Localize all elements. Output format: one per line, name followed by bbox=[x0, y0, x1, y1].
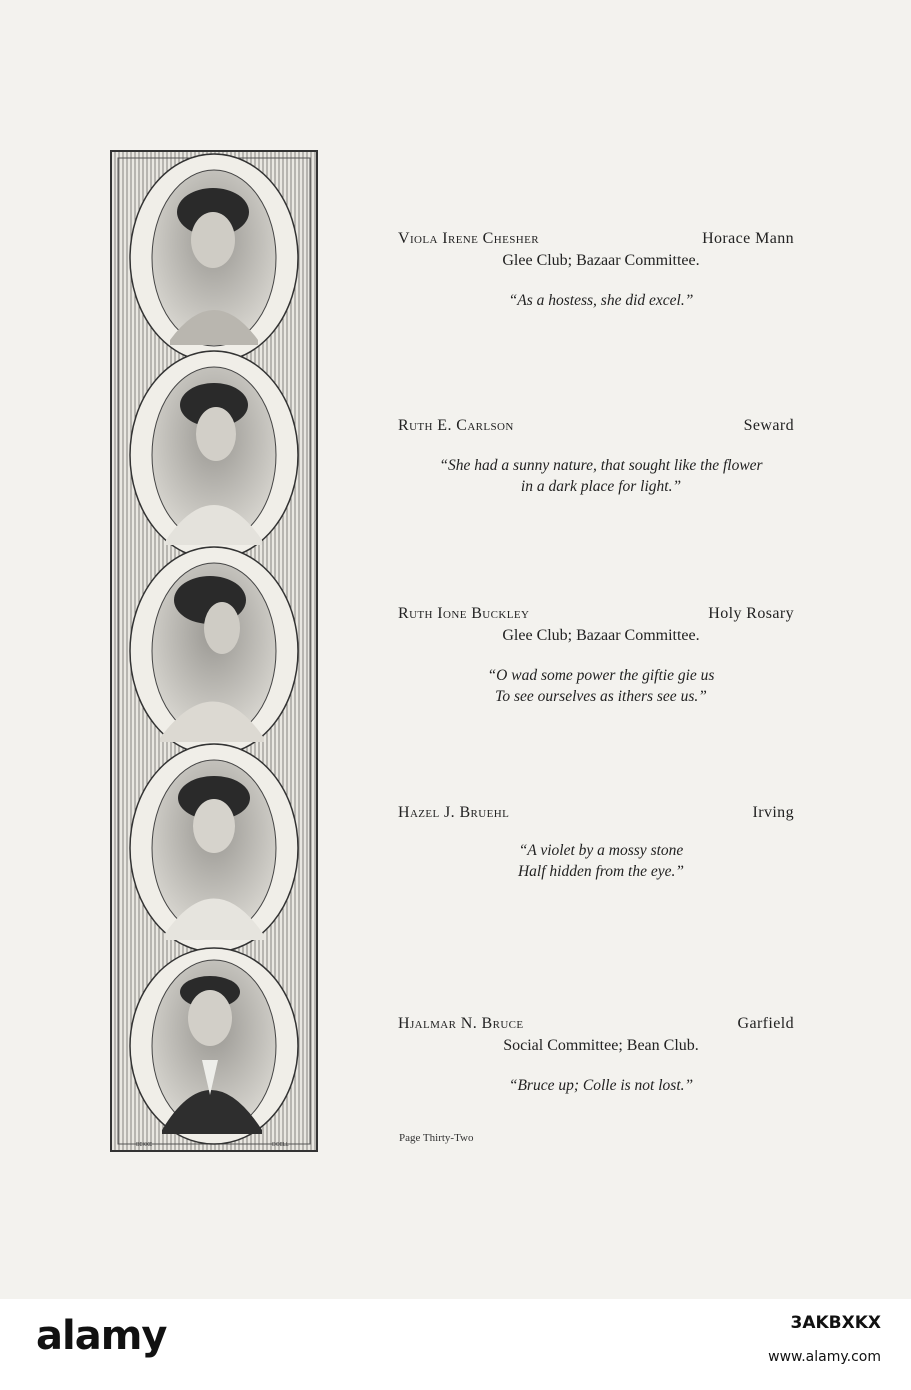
activities: Social Committee; Bean Club. bbox=[503, 1037, 699, 1054]
quote-line: “O wad some power the giftie gie us bbox=[487, 667, 715, 684]
watermark-logo: alamy bbox=[36, 1313, 167, 1359]
portrait-viola-chesher bbox=[130, 154, 298, 362]
student-name: Hjalmar N. Bruce bbox=[398, 1015, 524, 1032]
quote-line: Half hidden from the eye.” bbox=[517, 863, 685, 880]
quote-line: To see ourselves as ithers see us.” bbox=[495, 688, 707, 705]
quote bbox=[398, 455, 794, 497]
page-number: Page Thirty-Two bbox=[399, 1132, 474, 1144]
portrait-hazel-bruehl bbox=[130, 744, 298, 952]
entry-viola-chesher bbox=[398, 230, 794, 311]
quote-line: “She had a sunny nature, that sought like the flower bbox=[439, 457, 763, 474]
quote bbox=[398, 840, 794, 882]
frame-credit-right: DOELL bbox=[272, 1142, 289, 1148]
quote-line: “As a hostess, she did excel.” bbox=[508, 292, 694, 309]
watermark-banner bbox=[0, 1299, 911, 1390]
student-name: Ruth E. Carlson bbox=[398, 417, 514, 434]
entry-ruth-buckley bbox=[398, 605, 794, 707]
quote bbox=[398, 1075, 794, 1096]
student-name: Hazel J. Bruehl bbox=[398, 804, 510, 821]
entry-hjalmar-bruce bbox=[398, 1015, 794, 1096]
school-name: Horace Mann bbox=[702, 230, 794, 247]
watermark-url: www.alamy.com bbox=[768, 1349, 881, 1365]
portrait-ruth-buckley bbox=[130, 547, 298, 755]
activities: Glee Club; Bazaar Committee. bbox=[502, 627, 700, 644]
frame-credit-left: BEKKE bbox=[136, 1142, 153, 1148]
quote-line: in a dark place for light.” bbox=[520, 478, 682, 495]
student-name: Viola Irene Chesher bbox=[398, 230, 539, 247]
entry-hazel-bruehl bbox=[398, 804, 794, 882]
quote bbox=[398, 290, 794, 311]
portrait-ruth-carlson bbox=[130, 351, 298, 559]
portrait-column bbox=[110, 150, 318, 1152]
portrait-frame bbox=[110, 150, 318, 1152]
entry-ruth-carlson bbox=[398, 417, 794, 497]
school-name: Seward bbox=[743, 417, 794, 434]
quote-line: “Bruce up; Colle is not lost.” bbox=[508, 1077, 694, 1094]
student-name: Ruth Ione Buckley bbox=[398, 605, 530, 622]
activities: Glee Club; Bazaar Committee. bbox=[502, 252, 700, 269]
school-name: Irving bbox=[752, 804, 794, 821]
portrait-hjalmar-bruce bbox=[130, 948, 298, 1144]
quote bbox=[398, 665, 794, 707]
quote-line: “A violet by a mossy stone bbox=[518, 842, 684, 859]
image-id: 3AKBXKX bbox=[790, 1313, 881, 1333]
school-name: Garfield bbox=[737, 1015, 794, 1032]
school-name: Holy Rosary bbox=[708, 605, 794, 622]
